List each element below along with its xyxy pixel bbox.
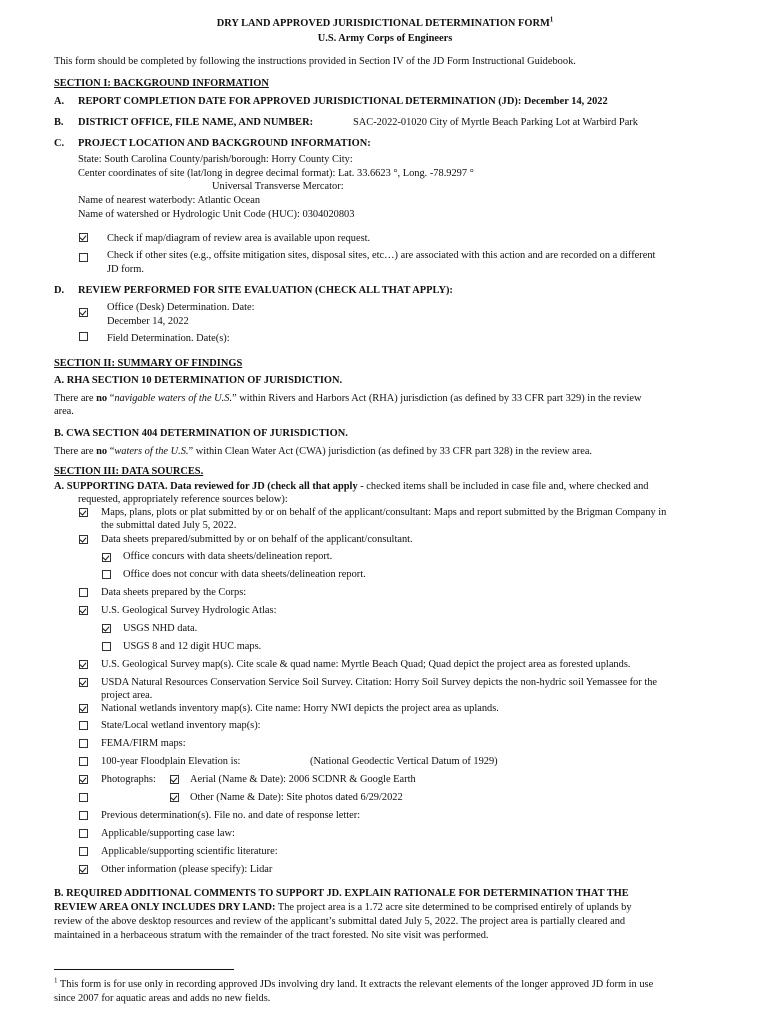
previous-determination-label: Previous determination(s). File no. and date of response letter: [101, 810, 361, 821]
rha-statement-cont: area. [54, 406, 74, 417]
fema-checkbox[interactable] [79, 739, 88, 748]
section1-c-letter: C. [54, 138, 65, 149]
section1-d-letter: D. [54, 285, 65, 296]
rha-heading: A. RHA SECTION 10 DETERMINATION OF JURISDICTION. [54, 375, 343, 386]
photographs-checkbox[interactable] [79, 775, 88, 784]
cwa-statement: There are no “waters of the U.S.” within Clean Water Act (CWA) jurisdiction (as defined by 33 CFR part 328) in the review area. [54, 446, 593, 457]
other-sites-checkbox[interactable] [79, 253, 88, 262]
case-law-label: Applicable/supporting case law: [101, 828, 235, 839]
additional-comments-line2: review of the above desktop resources and review of the applicant’s submittal dated July 5, 2022. The project area is partially cleared and [54, 916, 626, 927]
rha-statement: There are no “navigable waters of the U.S.” within Rivers and Harbors Act (RHA) jurisdiction (as defined by 33 CFR part 329) in the review [54, 393, 642, 404]
footnote-divider [54, 969, 234, 970]
other-photo-checkbox[interactable] [170, 793, 179, 802]
additional-comments-line1: REVIEW AREA ONLY INCLUDES DRY LAND: The project area is a 1.72 acre site determined to be comprised entirely of uplands by [54, 902, 632, 913]
footnote-line2: since 2007 for aquatic areas and adds no new fields. [54, 993, 271, 1004]
other-sites-label: Check if other sites (e.g., offsite mitigation sites, disposal sites, etc…) are associated with this action and are recorded on a different [107, 250, 656, 261]
map-available-label: Check if map/diagram of review area is available upon request. [107, 233, 371, 244]
other-photo-label: Other (Name & Date): Site photos dated 6/29/2022 [190, 792, 403, 803]
case-law-checkbox[interactable] [79, 829, 88, 838]
previous-determination-checkbox[interactable] [79, 811, 88, 820]
office-concurs-label: Office concurs with data sheets/delineation report. [123, 551, 333, 562]
nwi-checkbox[interactable] [79, 704, 88, 713]
state-county-line: State: South Carolina County/parish/borough: Horry County City: [78, 154, 353, 165]
district-office-value: SAC-2022-01020 City of Myrtle Beach Parking Lot at Warbird Park [353, 117, 638, 128]
usgs-huc-checkbox[interactable] [102, 642, 111, 651]
review-performed-label: REVIEW PERFORMED FOR SITE EVALUATION (CHECK ALL THAT APPLY): [78, 285, 453, 296]
office-determination-checkbox[interactable] [79, 308, 88, 317]
office-determination-label: Office (Desk) Determination. Date: [107, 302, 255, 313]
corps-data-sheets-checkbox[interactable] [79, 588, 88, 597]
floodplain-label: 100-year Floodplain Elevation is: [101, 756, 241, 767]
data-sheets-applicant-checkbox[interactable] [79, 535, 88, 544]
nwi-label: National wetlands inventory map(s). Cite name: Horry NWI depicts the project area as uplands. [101, 703, 499, 714]
soil-survey-label-cont: project area. [101, 690, 153, 701]
photo-blank-checkbox[interactable] [79, 793, 88, 802]
form-title: DRY LAND APPROVED JURISDICTIONAL DETERMINATION FORM$^1$ [216, 15, 554, 29]
floodplain-checkbox[interactable] [79, 757, 88, 766]
soil-survey-checkbox[interactable] [79, 678, 88, 687]
supporting-data-heading: A. SUPPORTING DATA. Data reviewed for JD (check all that apply - checked items shall be included in case file and, where checked and [54, 481, 649, 492]
office-determination-date: December 14, 2022 [107, 316, 189, 327]
scientific-literature-checkbox[interactable] [79, 847, 88, 856]
usgs-huc-label: USGS 8 and 12 digit HUC maps. [123, 641, 262, 652]
coordinates-line: Center coordinates of site (lat/long in degree decimal format): Lat. 33.6623 °, Long. -78.9297 ° [78, 168, 474, 179]
field-determination-checkbox[interactable] [79, 332, 88, 341]
section1-b-letter: B. [54, 117, 64, 128]
usgs-nhd-label: USGS NHD data. [123, 623, 198, 634]
district-office-label: DISTRICT OFFICE, FILE NAME, AND NUMBER: [78, 117, 314, 128]
section3-heading: SECTION III: DATA SOURCES. [54, 466, 204, 477]
section1-a-letter: A. [54, 96, 65, 107]
photographs-label: Photographs: [101, 774, 156, 785]
project-location-label: PROJECT LOCATION AND BACKGROUND INFORMATION: [78, 138, 371, 149]
field-determination-label: Field Determination. Date(s): [107, 333, 230, 344]
hydrologic-atlas-label: U.S. Geological Survey Hydrologic Atlas: [101, 605, 277, 616]
state-wetland-checkbox[interactable] [79, 721, 88, 730]
soil-survey-label: USDA Natural Resources Conservation Service Soil Survey. Citation: Horry Soil Survey depicts the non-hydric soil Yemassee for the [101, 677, 658, 688]
other-information-checkbox[interactable] [79, 865, 88, 874]
additional-comments-line3: maintained in a herbaceous stratum with the remainder of the tract forested. No site visit was performed. [54, 930, 489, 941]
fema-label: FEMA/FIRM maps: [101, 738, 186, 749]
section1-heading: SECTION I: BACKGROUND INFORMATION [54, 78, 269, 89]
usgs-nhd-checkbox[interactable] [102, 624, 111, 633]
state-wetland-label: State/Local wetland inventory map(s): [101, 720, 261, 731]
nearest-waterbody: Name of nearest waterbody: Atlantic Ocean [78, 195, 261, 206]
office-not-concur-checkbox[interactable] [102, 570, 111, 579]
floodplain-datum: (National Geodectic Vertical Datum of 1929) [310, 756, 498, 767]
intro-text: This form should be completed by following the instructions provided in Section IV of the JD Form Instructional Guidebook. [54, 56, 576, 67]
supporting-data-heading-cont: requested, appropriately reference sources below): [78, 494, 288, 505]
office-not-concur-label: Office does not concur with data sheets/delineation report. [123, 569, 366, 580]
usgs-map-label: U.S. Geological Survey map(s). Cite scale & quad name: Myrtle Beach Quad; Quad depict the project area as forested uplands. [101, 659, 631, 670]
utm-line: Universal Transverse Mercator: [212, 181, 344, 192]
map-available-checkbox[interactable] [79, 233, 88, 242]
footnote-line1: $^1$ This form is for use only in recording approved JDs involving dry land. It extracts the relevant elements of the longer approved JD form in use [54, 976, 654, 990]
watershed-huc: Name of watershed or Hydrologic Unit Code (HUC): 0304020803 [78, 209, 355, 220]
report-completion-date: REPORT COMPLETION DATE FOR APPROVED JURISDICTIONAL DETERMINATION (JD): December 14, 2022 [78, 96, 608, 107]
other-information-label: Other information (please specify): Lidar [101, 864, 273, 875]
maps-plans-label-cont: the submittal dated July 5, 2022. [101, 520, 237, 531]
corps-data-sheets-label: Data sheets prepared by the Corps: [101, 587, 247, 598]
maps-plans-checkbox[interactable] [79, 508, 88, 517]
section2-heading: SECTION II: SUMMARY OF FINDINGS [54, 358, 243, 369]
office-concurs-checkbox[interactable] [102, 553, 111, 562]
other-sites-label-cont: JD form. [107, 264, 144, 275]
additional-comments-heading: B. REQUIRED ADDITIONAL COMMENTS TO SUPPORT JD. EXPLAIN RATIONALE FOR DETERMINATION THAT THE [54, 888, 629, 899]
cwa-heading: B. CWA SECTION 404 DETERMINATION OF JURISDICTION. [54, 428, 348, 439]
maps-plans-label: Maps, plans, plots or plat submitted by or on behalf of the applicant/consultant: Maps and report submitted by the Brigman Company in [101, 507, 667, 518]
usgs-map-checkbox[interactable] [79, 660, 88, 669]
scientific-literature-label: Applicable/supporting scientific literature: [101, 846, 278, 857]
aerial-photo-label: Aerial (Name & Date): 2006 SCDNR & Google Earth [190, 774, 416, 785]
aerial-photo-checkbox[interactable] [170, 775, 179, 784]
agency-name: U.S. Army Corps of Engineers [317, 33, 453, 44]
hydrologic-atlas-checkbox[interactable] [79, 606, 88, 615]
data-sheets-applicant-label: Data sheets prepared/submitted by or on behalf of the applicant/consultant. [101, 534, 413, 545]
